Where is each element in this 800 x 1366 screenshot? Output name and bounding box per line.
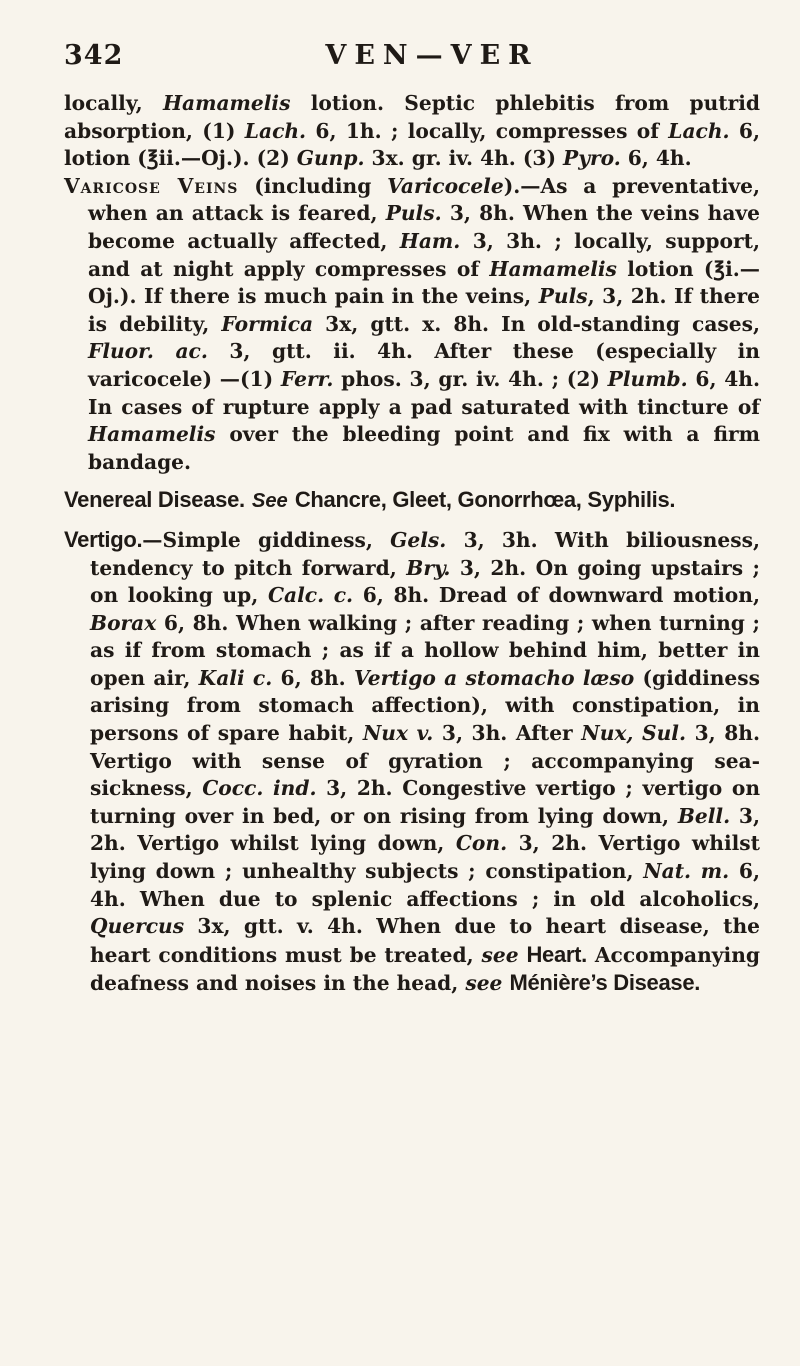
text-run: 3x, gtt. v. 4h. When due to heart disease, the heart conditions must be treated, — [90, 914, 760, 967]
remedy-name: Hamamelis — [88, 422, 216, 447]
text-run: 3, gtt. ii. 4h. After these (especially in varicocele) —(1) — [88, 339, 760, 391]
text-run: , 3, 2h. If there is debility, — [88, 284, 761, 336]
remedy-name: Bry. — [406, 555, 451, 580]
text-run — [245, 488, 252, 512]
text-run: 6, 4h. In cases of rupture apply a pad saturated with tincture of — [88, 366, 760, 419]
remedy-name: Formica — [221, 311, 314, 336]
remedy-name: Puls — [538, 284, 588, 309]
subheading-varicose-veins: Varicose Veins — [64, 173, 239, 198]
remedy-name: Lach. — [668, 118, 730, 143]
remedy-name: Hamamelis — [489, 256, 617, 281]
remedy-name: Nat. m. — [643, 859, 730, 884]
text-run: 3, 8h. When the veins have become actually affected, — [88, 201, 760, 253]
text-run: locally, — [64, 91, 163, 115]
text-run: phos. 3, gr. iv. 4h. ; (2) — [333, 366, 608, 391]
remedy-name: See — [251, 490, 288, 513]
remedy-name: Varicocele — [387, 173, 504, 198]
remedy-name: Cocc. ind. — [202, 776, 317, 801]
text-run: 3x. gr. iv. 4h. (3) — [364, 146, 564, 171]
remedy-name: Nux v. — [362, 721, 434, 746]
text-run: 6, 4h. — [620, 146, 692, 171]
text-run: 6, 8h. — [272, 665, 354, 690]
text-run: over the bleeding point and fix with a firm bandage. — [88, 422, 760, 474]
paragraph-phlebitis — [64, 90, 760, 173]
remedy-name: Quercus — [90, 914, 185, 939]
cross-reference: Chancre, Gleet, Gonorrhœa, Syphilis. — [294, 487, 676, 513]
cross-reference-heart: Heart. — [526, 941, 587, 967]
text-run: 6, 8h. Dread of downward motion, — [353, 583, 760, 608]
remedy-name: Kali c. — [198, 665, 273, 690]
remedy-name: Borax — [90, 610, 157, 635]
text-run: (giddiness arising from stomach affection), with constipation, in persons of spare habit, — [90, 665, 760, 746]
remedy-name: Nux, Sul. — [581, 721, 686, 746]
text-run: lotion. Septic phlebitis from putrid absorption, (1) — [64, 91, 760, 143]
text-run: 3, 3h. ; locally, support, and at night apply compresses of — [88, 228, 760, 281]
remedy-name: see — [465, 971, 503, 996]
text-run: 3, 2h. Congestive vertigo ; vertigo on turning over in bed, or on rising from lying down, — [90, 776, 760, 828]
text-run: 6, 8h. When walking ; after reading ; when turning ; as if from stomach ; as if a hollow behind him, better in open air, — [90, 610, 760, 690]
text-run: 3, 2h. Vertigo whilst lying down ; unhealthy subjects ; constipation, — [90, 831, 760, 884]
text-run — [288, 488, 295, 512]
text-run: ).—As a preventative, when an attack is feared, — [88, 173, 760, 226]
entry-venereal-disease — [64, 486, 760, 516]
remedy-name: Lach. — [244, 118, 307, 143]
page-number: 342 — [64, 40, 124, 71]
remedy-name: Vertigo a stomacho læso — [354, 665, 635, 690]
text-run: 3, 3h. With biliousness, tendency to pitch forward, — [90, 527, 760, 580]
text-run: 3, 2h. Vertigo whilst lying down, — [90, 803, 760, 856]
remedy-name: see — [481, 942, 519, 967]
remedy-name: Ferr. — [280, 366, 334, 391]
remedy-name: Bell. — [677, 803, 731, 828]
remedy-name: Gels. — [390, 527, 447, 552]
text-run: 3, 3h. After — [433, 721, 582, 746]
paragraph-varicose-veins — [64, 173, 760, 477]
text-run: 6, 1h. ; locally, compresses of — [306, 118, 669, 143]
headword-venereal-disease: Venereal Disease. — [64, 487, 245, 513]
text-run: —Simple giddiness, — [142, 527, 391, 552]
remedy-name: Plumb. — [607, 366, 688, 391]
remedy-name: Gunp. — [296, 146, 365, 171]
page-header — [64, 36, 760, 90]
entry-vertigo — [64, 526, 760, 998]
remedy-name: Hamamelis — [162, 91, 291, 115]
cross-reference-menieres: Ménière’s Disease. — [509, 970, 701, 996]
remedy-name: Fluor. ac. — [88, 339, 208, 364]
running-head: VEN—VER — [325, 40, 539, 71]
headword-vertigo: Vertigo. — [64, 526, 143, 552]
text-run: Accompanying deafness and noises in the head, — [90, 942, 761, 996]
remedy-name: Calc. c. — [267, 583, 354, 608]
text-run: lotion (℥i.—Oj.). If there is much pain in the veins, — [88, 256, 760, 309]
text-run: 6, lotion (℥ii.—Oj.). (2) — [64, 118, 760, 171]
remedy-name: Pyro. — [563, 146, 621, 171]
text-run: 3, 8h. Vertigo with sense of gyration ; accompanying sea-sickness, — [90, 721, 760, 801]
remedy-name: Ham. — [399, 228, 461, 253]
text-run: (including — [238, 173, 388, 198]
text-run: 3x, gtt. x. 8h. In old-standing cases, — [313, 311, 760, 336]
remedy-name: Puls. — [385, 201, 442, 226]
text-run: 6, 4h. When due to splenic affections ; in old alcoholics, — [90, 859, 760, 911]
remedy-name: Con. — [455, 831, 508, 856]
text-run: 3, 2h. On going upstairs ; on looking up, — [90, 555, 760, 608]
